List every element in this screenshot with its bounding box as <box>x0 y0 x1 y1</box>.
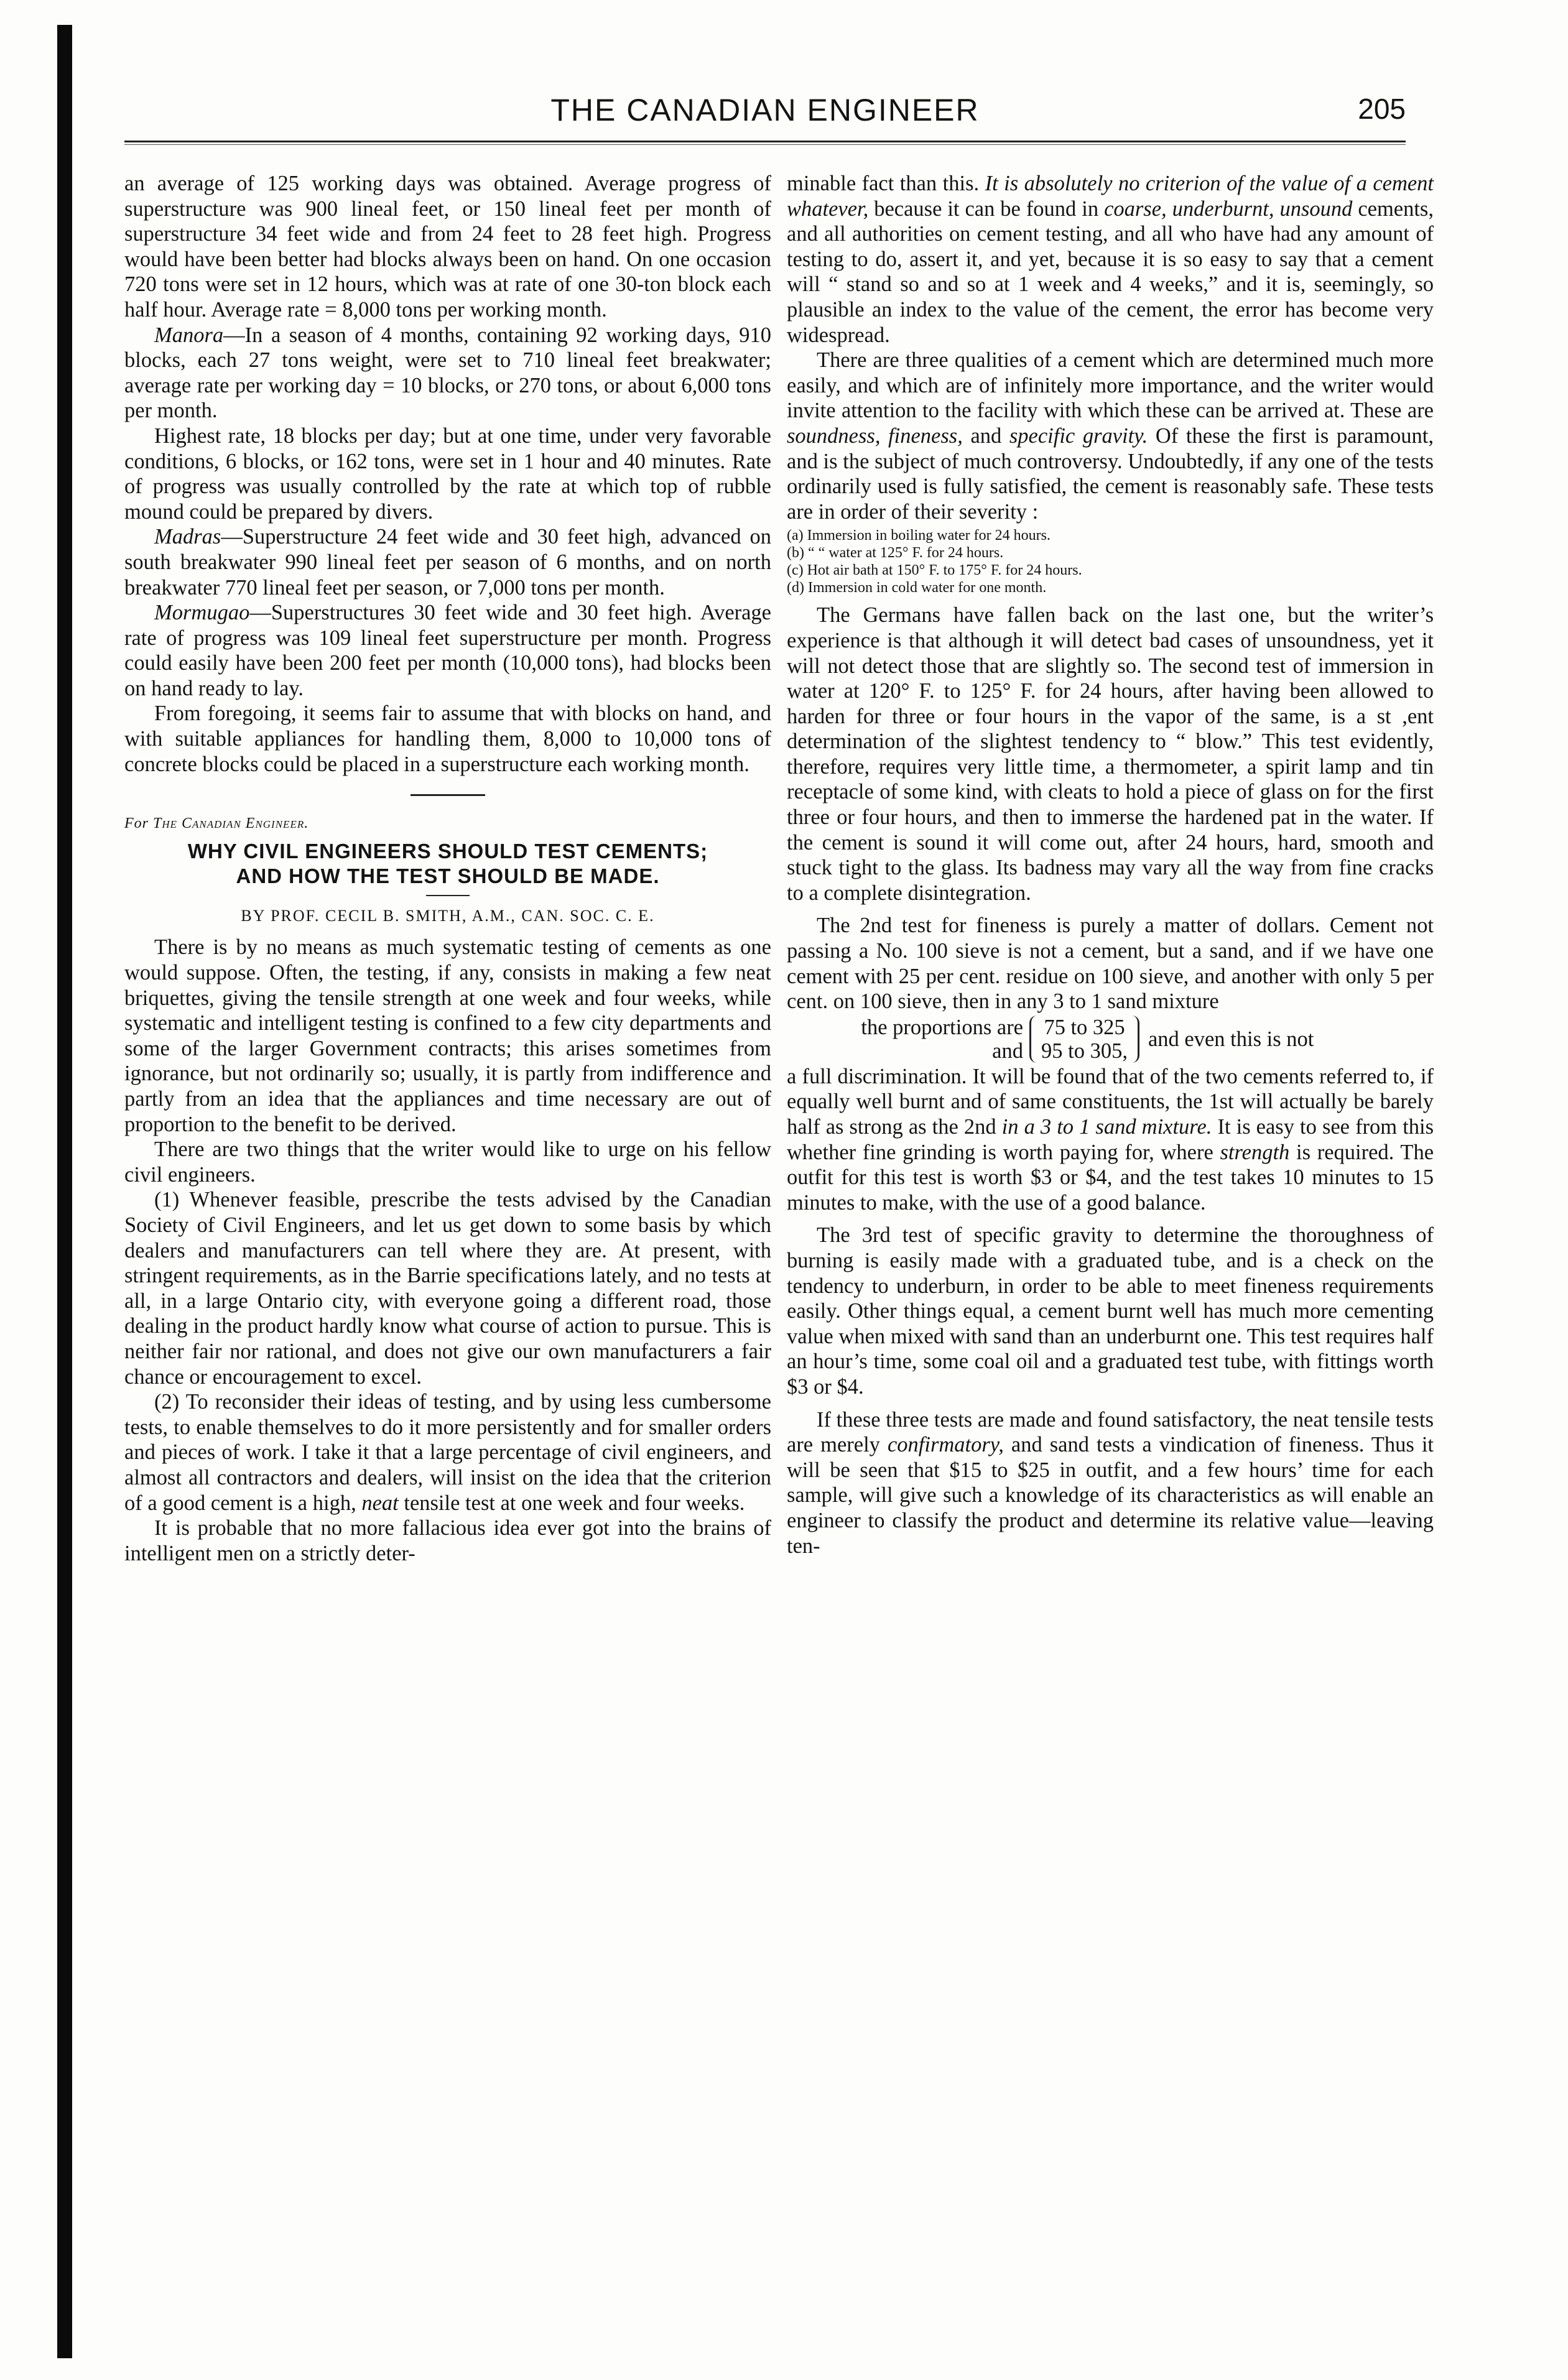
article-divider <box>411 794 485 796</box>
paragraph: There is by no means as much systematic testing of cements as one would suppose. Often, the testing, if any, consists in making a few neat briquettes, giving the tensile strength at one week and four weeks, while systematic and intelligent testing is confined to a few city departments and some of the larger Government contracts; this arises sometimes from ignorance, but not ordinarily so; usually, it is partly from indifference and partly from an idea that the appliances and time necessary are out of proportion to the benefit to be derived. <box>124 935 771 1136</box>
paragraph-text: tensile test at one week and four weeks. <box>404 1491 745 1515</box>
emphasis: coarse, underburnt, unsound <box>1104 197 1353 221</box>
paragraph-text: It is easy to see from this whether fine grinding is worth paying for, where <box>787 1115 1434 1164</box>
paragraph-text: and sand tests a vindication of fineness. Thus it will be seen that $15 to $25 in outfit, and a few hours’ time for each sample, will give such a knowledge of its characteristics as will enable an engineer to classify the product and determine its relative value—leaving ten- <box>787 1433 1434 1558</box>
paragraph: It is probable that no more fallacious idea ever got into the brains of intelligent men on a strictly deter- <box>124 1516 771 1565</box>
paragraph: an average of 125 working days was obtained. Average progress of superstructure was 900 lineal feet, or 150 lineal feet per month of superstructure 34 feet wide and from 24 feet to 28 feet high. Progress would have been better had blocks always been on hand. On one occasion 720 tons were set in 12 hours, which was at rate of one 30-ton block each half hour. Average rate = 8,000 tons per working month. <box>124 172 771 322</box>
list-item: (d) Immersion in cold water for one month. <box>787 580 1047 596</box>
list-item: (c) Hot air bath at 150° F. to 175° F. for 24 hours. <box>787 562 1082 579</box>
spacer <box>787 1215 1434 1223</box>
lead-in-manora: Manora <box>154 323 224 347</box>
credit-publication: The Canadian Engineer. <box>153 815 309 832</box>
proportion-value: 95 to 305, <box>1041 1039 1128 1063</box>
spacer <box>787 905 1434 913</box>
right-column <box>787 171 1434 1558</box>
paragraph-text: and <box>970 424 1002 448</box>
paragraph: From foregoing, it seems fair to assume that with blocks on hand, and with suitable appliances for handling them, 8,000 to 10,000 tons of concrete blocks could be placed in a superstructure each working month. <box>124 701 771 776</box>
emphasis: confirmatory, <box>887 1433 1004 1457</box>
paragraph-text: —Superstructure 24 feet wide and 30 feet high, advanced on south breakwater 990 lineal feet per season of 6 months, and on north breakwater 770 lineal feet per season, or 7,000 tons per month. <box>124 525 771 600</box>
paragraph <box>787 1407 1434 1559</box>
byline-divider <box>426 895 470 896</box>
proportions-after: and even this is not <box>1148 1027 1314 1051</box>
paragraph-text: —In a season of 4 months, containing 92 working days, 910 blocks, each 27 tons weight, were set to 710 lineal feet breakwater; average rate per working day = 10 blocks, or 270 tons, or about 6,000 tons per month. <box>124 323 771 423</box>
paragraph-text: There are three qualities of a cement which are determined much more easily, and which are of infinitely more importance, and the writer would invite attention to the facility with which these can be arrived at. These are <box>787 348 1434 423</box>
list-item: (b) “ “ water at 125° F. for 24 hours. <box>787 545 1004 562</box>
proportions-bracket <box>787 1016 1434 1063</box>
paragraph-text: Of these the first is paramount, and is the subject of much controversy. Undoubtedly, if any one of the tests ordinarily used is fully satisfied, the cement is reasonably safe. These tests are in order of their severity : <box>787 424 1434 524</box>
proportion-value: 75 to 325 <box>1044 1015 1125 1039</box>
paragraph-text: a full discrimination. It will be found that of the two cements referred to, if equally well burnt and of same constituents, the 1st will actually be barely half as strong as the 2nd <box>787 1064 1434 1139</box>
paragraph: The Germans have fallen back on the last one, but the writer’s experience is that although it will detect bad cases of unsoundness, yet it will not detect those that are slightly so. The second test of immersion in water at 120° F. to 125° F. for 24 hours, after having been allowed to harden for three or four hours in the vapor of the same, is a st ,ent determination of the slightest tendency to “ blow.” This test evidently, therefore, requires very little time, a thermometer, a spirit lamp and tin receptacle of some kind, with cleats to hold a piece of glass on for the first three or four hours, and then to immerse the hardened pat in the water. If the cement is sound it will come out, after 24 hours, hard, smooth and stuck tight to the glass. Its badness may vary all the way from fine cracks to a complete disintegration. <box>787 603 1434 905</box>
paragraph-text: because it can be found in <box>874 197 1099 221</box>
credit-prefix: For <box>124 815 149 832</box>
paragraph-text: —Superstructures 30 feet wide and 30 feet high. Average rate of progress was 109 lineal feet superstructure per month. Progress could easily have been 200 feet per month (10,000 tons), had blocks been on hand ready to lay. <box>124 601 771 700</box>
paragraph-mormugao <box>124 600 771 701</box>
emphasis: specific gravity. <box>1009 424 1148 448</box>
proportions-label-line-1: the proportions are <box>861 1015 1023 1039</box>
paragraph-text: (2) To reconsider their ideas of testing, and by using less cumbersome tests, to enable themselves to do it more persistently and for smaller orders and pieces of work. I take it that a large percentage of civil engineers, and almost all contractors and dealers, will insist on the idea that the criterion of a good cement is a high, <box>124 1390 771 1515</box>
paragraph: The 2nd test for fineness is purely a matter of dollars. Cement not passing a No. 100 sieve is not a cement, but a sand, and if we have one cement with 25 per cent. residue on 100 sieve, and another with only 5 per cent. on 100 sieve, then in any 3 to 1 sand mixture <box>787 914 1434 1014</box>
paragraph <box>787 348 1434 524</box>
article-headline <box>124 839 771 889</box>
article-credit <box>124 811 771 836</box>
emphasis: neat <box>361 1491 399 1515</box>
paragraph <box>124 1389 771 1516</box>
list-item: (a) Immersion in boiling water for 24 hours. <box>787 527 1051 544</box>
header-rule <box>124 141 1406 145</box>
lead-in-madras: Madras <box>154 525 221 549</box>
page-binding-edge <box>57 25 72 2358</box>
paragraph <box>787 1064 1434 1216</box>
paragraph <box>787 171 1434 348</box>
emphasis: soundness, fineness, <box>787 424 963 448</box>
emphasis: It is absolutely no criterion of the value of a cement whatever, <box>787 172 1434 221</box>
paragraph-text: cements, and all authorities on cement testing, and all who have had any amount of testing to do, assert it, and yet, because it is so easy to say that a cement will “ stand so and so at 1 week and 4 weeks,” and it is, seemingly, so plausible an index to the value of the cement, the error has become very widespread. <box>787 197 1434 347</box>
proportions-label-line-2: and <box>992 1039 1023 1063</box>
article-byline: BY PROF. CECIL B. SMITH, A.M., CAN. SOC. C. E. <box>241 906 655 925</box>
left-column <box>124 171 771 1566</box>
lead-in-mormugao: Mormugao <box>154 601 250 625</box>
paragraph: Highest rate, 18 blocks per day; but at one time, under very favorable conditions, 6 blocks, or 162 tons, were set in 1 hour and 40 minutes. Rate of progress was usually controlled by the rate at which top of rubble mound could be prepared by divers. <box>124 424 771 524</box>
paragraph-text: is required. The outfit for this test is worth $3 or $4, and the test takes 10 minutes to 15 minutes to make, with the use of a good balance. <box>787 1140 1434 1215</box>
proportions-label <box>787 1016 1023 1063</box>
paragraph: (1) Whenever feasible, prescribe the tests advised by the Canadian Society of Civil Engineers, and let us get down to some basis by which dealers and manufacturers can tell where they are. At present, with stringent requirements, as in the Barrie specifications lately, and no tests at all, in a large Ontario city, with everyone going a different road, those dealing in the product hardly know what course of action to pursue. This is neither fair nor rational, and does not give our own manufacturers a fair chance or encouragement to excel. <box>124 1188 771 1389</box>
paragraph-madras <box>124 524 771 600</box>
running-title: THE CANADIAN ENGINEER <box>550 93 980 127</box>
spacer <box>787 1400 1434 1407</box>
paragraph: There are two things that the writer would like to urge on his fellow civil engineers. <box>124 1137 771 1187</box>
headline-line-2: AND HOW THE TEST SHOULD BE MADE. <box>236 864 660 887</box>
paragraph-manora <box>124 323 771 424</box>
paragraph-text: If these three tests are made and found satisfactory, the neat tensile tests are merely <box>787 1407 1434 1457</box>
proportions-values <box>1029 1016 1139 1063</box>
paragraph-text: minable fact than this. <box>787 172 980 195</box>
soundness-test-list <box>787 527 1434 596</box>
emphasis: in a 3 to 1 sand mixture. <box>1001 1115 1212 1139</box>
page-number: 205 <box>1358 93 1406 125</box>
paragraph: The 3rd test of specific gravity to determine the thoroughness of burning is easily made with a graduated tube, and is a check on the tendency to underburn, in order to be able to meet fineness requirements easily. Other things equal, a cement burnt well has much more cementing value when mixed with sand than an underburnt one. This test requires half an hour’s time, some coal oil and a graduated test tube, with fittings worth $3 or $4. <box>787 1223 1434 1399</box>
emphasis: strength <box>1220 1140 1290 1164</box>
page-header <box>124 92 1406 148</box>
headline-line-1: WHY CIVIL ENGINEERS SHOULD TEST CEMENTS; <box>187 839 708 863</box>
